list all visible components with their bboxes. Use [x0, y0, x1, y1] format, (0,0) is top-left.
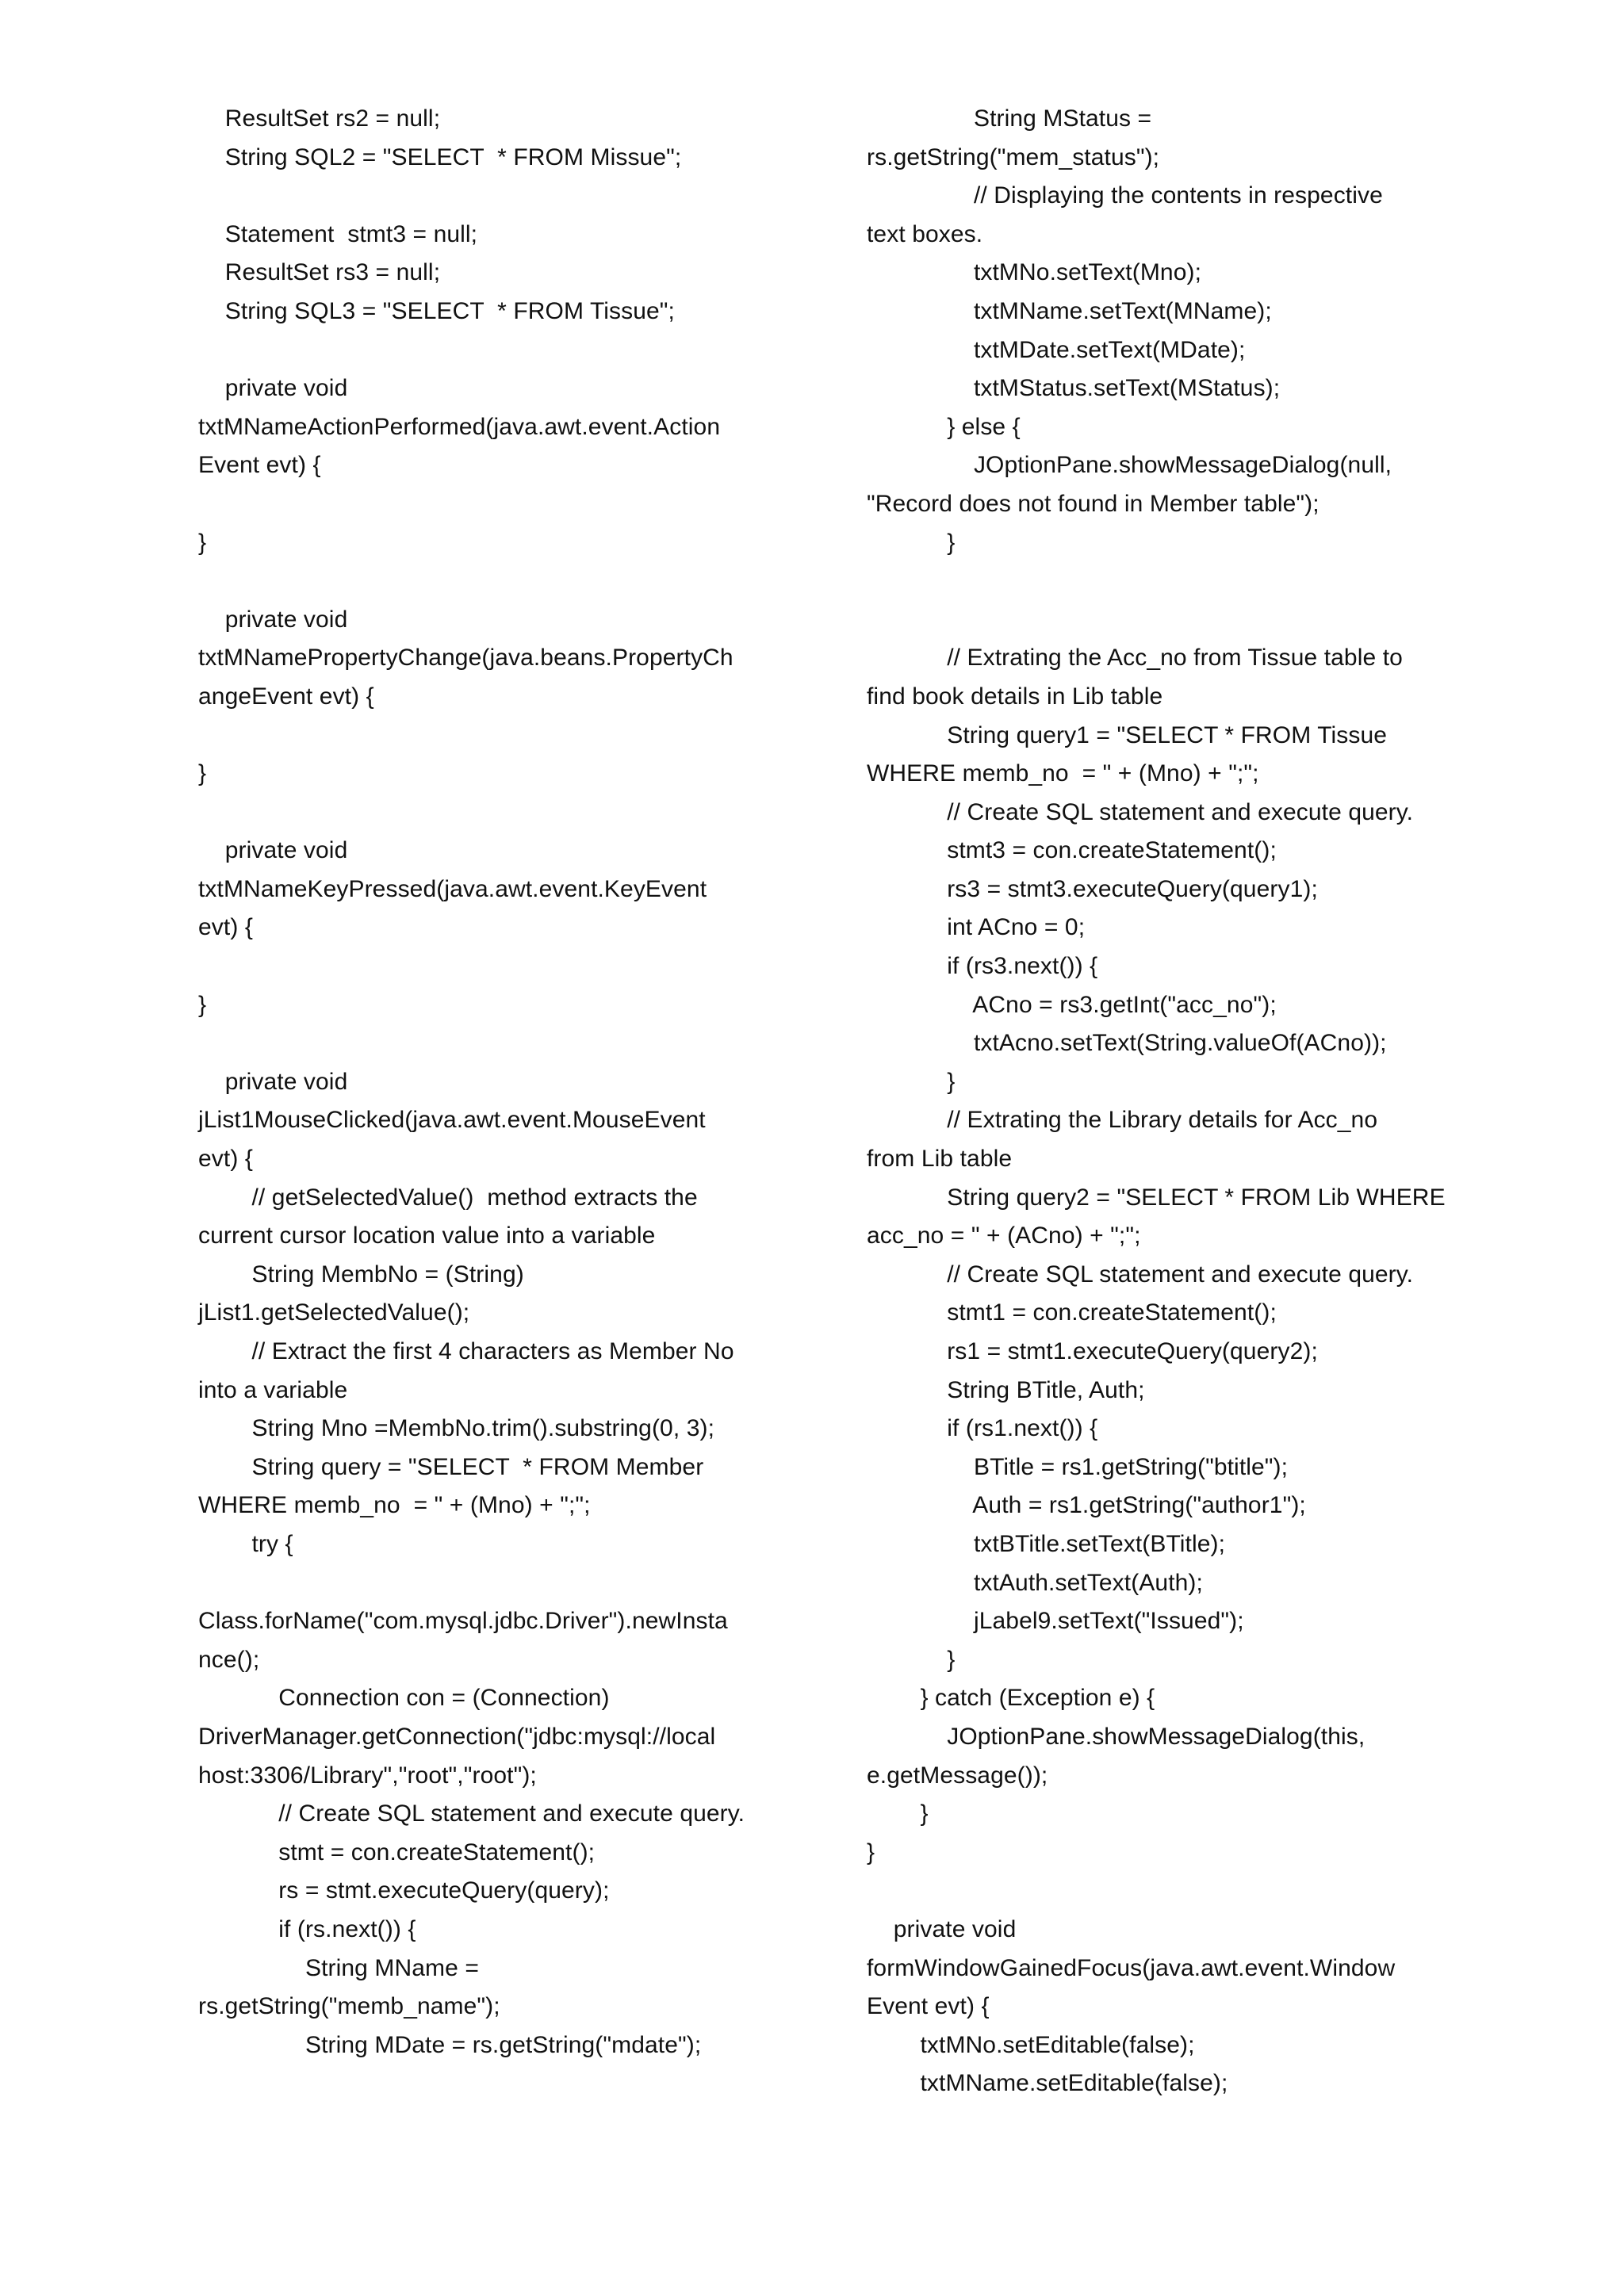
- code-line: BTitle = rs1.getString("btitle");: [867, 1453, 1289, 1480]
- code-line: angeEvent evt) {: [198, 683, 374, 710]
- code-line: Event evt) {: [867, 1993, 990, 2020]
- code-line: txtMNo.setEditable(false);: [867, 2031, 1195, 2058]
- code-line: private void: [198, 606, 348, 633]
- code-line: host:3306/Library","root","root");: [198, 1762, 537, 1789]
- code-line: "Record does not found in Member table");: [867, 490, 1320, 517]
- code-line: rs.getString("memb_name");: [198, 1993, 500, 2020]
- code-line: Auth = rs1.getString("author1");: [867, 1492, 1306, 1519]
- code-line: String SQL3 = "SELECT * FROM Tissue";: [198, 297, 675, 324]
- code-line: // getSelectedValue() method extracts the: [198, 1184, 698, 1211]
- code-line: JOptionPane.showMessageDialog(null,: [867, 452, 1392, 479]
- code-line: e.getMessage());: [867, 1762, 1048, 1789]
- code-column-left: [198, 100, 817, 2064]
- code-line: [867, 1872, 1485, 1911]
- code-line: txtMStatus.setText(MStatus);: [867, 375, 1281, 402]
- code-line: acc_no = " + (ACno) + ";";: [867, 1223, 1141, 1249]
- code-line: Event evt) {: [198, 452, 321, 479]
- code-line: txtMNamePropertyChange(java.beans.PropertyCh: [198, 645, 733, 672]
- code-line: String MembNo = (String): [198, 1261, 524, 1288]
- code-line: Connection con = (Connection): [198, 1685, 610, 1712]
- code-line: jList1MouseClicked(java.awt.event.MouseEvent: [198, 1107, 706, 1134]
- code-line: // Create SQL statement and execute query.: [867, 798, 1414, 825]
- code-line: private void: [867, 1915, 1017, 1942]
- code-line: String Mno =MembNo.trim().substring(0, 3);: [198, 1415, 715, 1442]
- code-line: }: [867, 1068, 956, 1095]
- code-line: private void: [198, 375, 348, 402]
- code-line: [198, 947, 817, 986]
- code-line: txtAuth.setText(Auth);: [867, 1569, 1203, 1596]
- code-line: stmt = con.createStatement();: [198, 1839, 596, 1866]
- code-line: String SQL2 = "SELECT * FROM Missue";: [198, 144, 682, 170]
- code-line: // Extrating the Acc_no from Tissue table to: [867, 645, 1403, 672]
- code-line: ResultSet rs2 = null;: [198, 105, 441, 132]
- code-line: stmt1 = con.createStatement();: [867, 1299, 1277, 1326]
- code-line: txtBTitle.setText(BTitle);: [867, 1530, 1226, 1557]
- code-line: DriverManager.getConnection("jdbc:mysql://local: [198, 1723, 716, 1750]
- code-line: find book details in Lib table: [867, 683, 1163, 710]
- code-line: [198, 794, 817, 832]
- code-line: txtAcno.setText(String.valueOf(ACno));: [867, 1030, 1387, 1057]
- code-line: }: [867, 529, 956, 556]
- code-line: rs3 = stmt3.executeQuery(query1);: [867, 875, 1318, 902]
- code-line: String query2 = "SELECT * FROM Lib WHERE: [867, 1184, 1446, 1211]
- code-line: [198, 562, 817, 601]
- code-line: // Extract the first 4 characters as Member No: [198, 1338, 734, 1364]
- code-line: ACno = rs3.getInt("acc_no");: [867, 991, 1277, 1018]
- code-line: [198, 331, 817, 370]
- code-line: String MName =: [198, 1954, 479, 1981]
- code-line: // Create SQL statement and execute query.: [867, 1261, 1414, 1288]
- code-line: try {: [198, 1530, 293, 1557]
- code-line: current cursor location value into a variable: [198, 1223, 656, 1249]
- code-line: }: [198, 760, 207, 787]
- code-line: jLabel9.setText("Issued");: [867, 1608, 1244, 1635]
- code-line: }: [198, 991, 207, 1018]
- code-line: rs = stmt.executeQuery(query);: [198, 1877, 610, 1904]
- code-line: [198, 717, 817, 756]
- code-line: [198, 1024, 817, 1063]
- code-line: Class.forName("com.mysql.jdbc.Driver").newInsta: [198, 1608, 728, 1635]
- code-line: // Extrating the Library details for Acc_no: [867, 1107, 1378, 1134]
- code-line: WHERE memb_no = " + (Mno) + ";";: [198, 1492, 591, 1519]
- code-line: // Displaying the contents in respective: [867, 182, 1383, 209]
- code-line: }: [867, 1839, 875, 1866]
- code-line: // Create SQL statement and execute query.: [198, 1800, 745, 1827]
- code-line: WHERE memb_no = " + (Mno) + ";";: [867, 760, 1259, 787]
- code-line: if (rs3.next()) {: [867, 953, 1098, 980]
- code-line: JOptionPane.showMessageDialog(this,: [867, 1723, 1365, 1750]
- code-line: }: [867, 1646, 956, 1673]
- code-line: } catch (Exception e) {: [867, 1685, 1155, 1712]
- code-line: text boxes.: [867, 220, 983, 247]
- code-line: txtMNameActionPerformed(java.awt.event.Action: [198, 413, 721, 440]
- code-line: txtMName.setText(MName);: [867, 297, 1272, 324]
- code-line: [198, 1564, 817, 1603]
- code-line: String MStatus =: [867, 105, 1152, 132]
- code-line: [198, 177, 817, 216]
- code-line: private void: [198, 837, 348, 864]
- code-line: }: [867, 1800, 929, 1827]
- code-line: } else {: [867, 413, 1021, 440]
- code-line: [867, 601, 1485, 640]
- code-line: [867, 562, 1485, 601]
- code-line: stmt3 = con.createStatement();: [867, 837, 1277, 864]
- code-line: txtMName.setEditable(false);: [867, 2070, 1228, 2097]
- code-line: Statement stmt3 = null;: [198, 220, 478, 247]
- code-line: }: [198, 529, 207, 556]
- code-line: evt) {: [198, 1146, 253, 1173]
- code-line: String BTitle, Auth;: [867, 1376, 1145, 1403]
- code-line: nce();: [198, 1646, 260, 1673]
- code-line: int ACno = 0;: [867, 914, 1086, 941]
- code-line: jList1.getSelectedValue();: [198, 1299, 470, 1326]
- code-line: rs1 = stmt1.executeQuery(query2);: [867, 1338, 1318, 1364]
- code-column-right: [867, 100, 1485, 2103]
- code-line: if (rs.next()) {: [198, 1915, 416, 1942]
- code-line: String MDate = rs.getString("mdate");: [198, 2031, 702, 2058]
- code-line: if (rs1.next()) {: [867, 1415, 1098, 1442]
- code-line: txtMDate.setText(MDate);: [867, 336, 1246, 363]
- code-line: formWindowGainedFocus(java.awt.event.Window: [867, 1954, 1396, 1981]
- code-line: rs.getString("mem_status");: [867, 144, 1160, 170]
- code-line: String query1 = "SELECT * FROM Tissue: [867, 721, 1388, 748]
- code-line: [198, 485, 817, 524]
- code-line: txtMNo.setText(Mno);: [867, 259, 1202, 286]
- code-line: evt) {: [198, 914, 253, 941]
- code-line: ResultSet rs3 = null;: [198, 259, 441, 286]
- code-line: String query = "SELECT * FROM Member: [198, 1453, 704, 1480]
- code-line: txtMNameKeyPressed(java.awt.event.KeyEvent: [198, 875, 707, 902]
- code-line: from Lib table: [867, 1146, 1013, 1173]
- code-line: into a variable: [198, 1376, 348, 1403]
- code-line: private void: [198, 1068, 348, 1095]
